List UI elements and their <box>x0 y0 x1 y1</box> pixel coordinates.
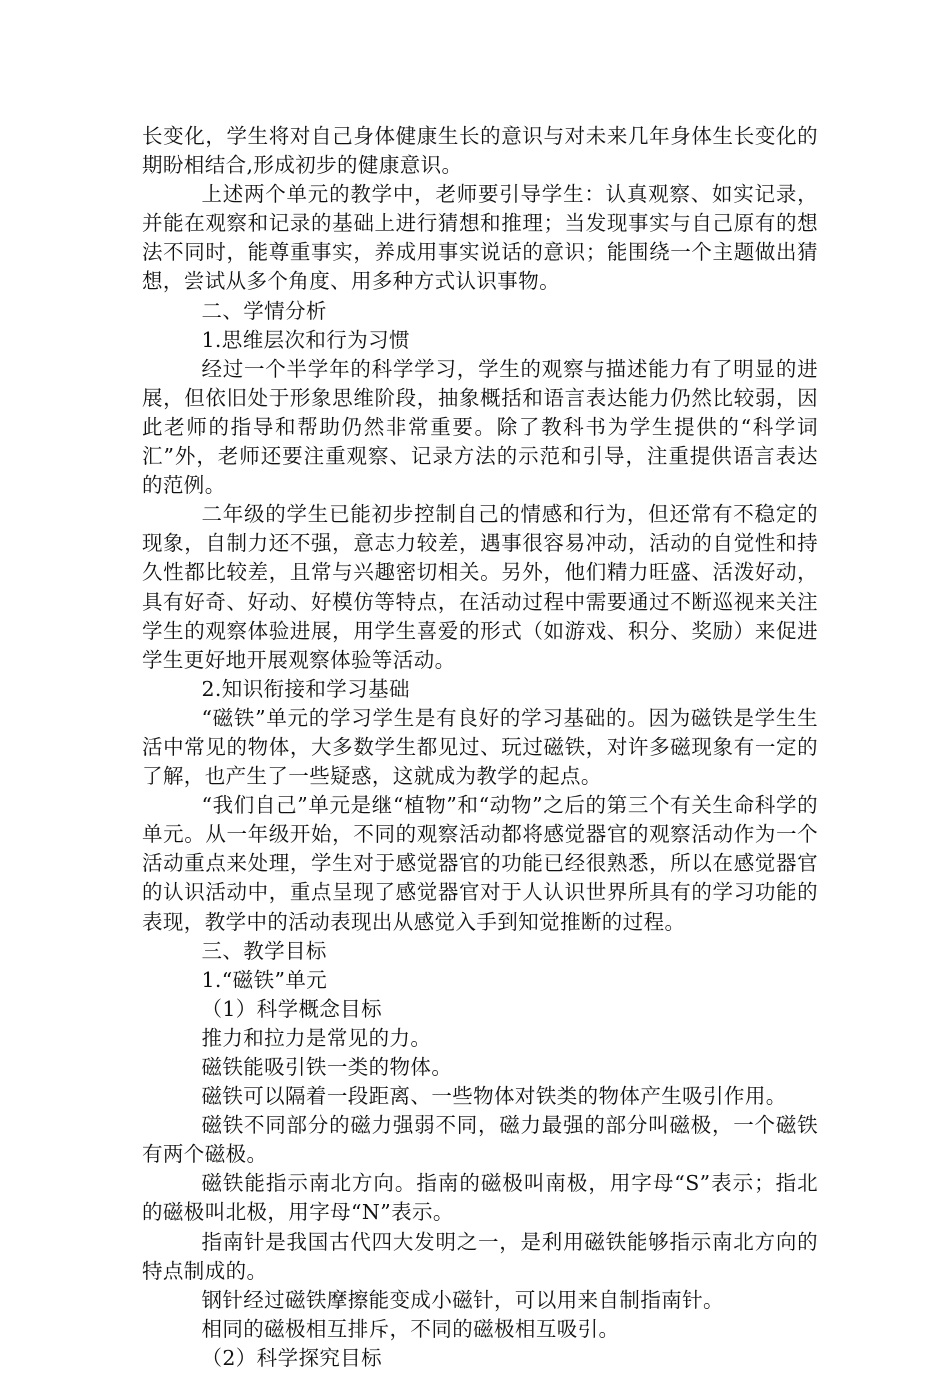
goal-item: 磁铁不同部分的磁力强弱不同，磁力最强的部分叫磁极，一个磁铁有两个磁极。 <box>142 1113 818 1167</box>
subheading-science-inquiry: （2）科学探究目标 <box>201 1345 383 1370</box>
paragraph-magnet-foundation: “磁铁”单元的学习学生是有良好的学习基础的。因为磁铁是学生生活中常见的物体，大多数学生都见过、玩过磁铁，对许多磁现象有一定的了解，也产生了一些疑惑，这就成为教学的起点。 <box>142 705 818 789</box>
paragraph-continuation: 长变化，学生将对自己身体健康生长的意识与对未来几年身体生长变化的期盼相结合,形成初步的健康意识。 <box>142 124 818 178</box>
goal-item: 钢针经过磁铁摩擦能变成小磁针，可以用来自制指南针。 <box>201 1287 724 1312</box>
section-heading-learner-analysis: 二、学情分析 <box>201 298 327 323</box>
goal-item: 磁铁能指示南北方向。指南的磁极叫南极，用字母“S”表示；指北的磁极叫北极，用字母“N”表示。 <box>142 1171 818 1225</box>
goal-item: 磁铁能吸引铁一类的物体。 <box>201 1055 453 1079</box>
document-body <box>142 122 818 1373</box>
subheading-magnet-unit: 1.“磁铁”单元 <box>201 967 328 992</box>
section-heading-teaching-goals: 三、教学目标 <box>201 938 327 963</box>
paragraph-emotion-behavior: 二年级的学生已能初步控制自己的情感和行为，但还常有不稳定的现象，自制力还不强，意志力较差，遇事很容易冲动，活动的自觉性和持久性都比较差，且常与兴趣密切相关。另外，他们精力旺盛、活泼好动，具有好奇、好动、好模仿等特点，在活动过程中需要通过不断巡视来关注学生的观察体验进展，用学生喜爱的形式（如游戏、积分、奖励）来促进学生更好地开展观察体验等活动。 <box>142 502 818 672</box>
subheading-science-concepts: （1）科学概念目标 <box>201 996 383 1021</box>
paragraph-observation-ability: 经过一个半学年的科学学习，学生的观察与描述能力有了明显的进展，但依旧处于形象思维阶段，抽象概括和语言表达能力仍然比较弱，因此老师的指导和帮助仍然非常重要。除了教科书为学生提供的“科学词汇”外，老师还要注重观察、记录方法的示范和引导，注重提供语言表达的范例。 <box>142 356 818 498</box>
goal-item: 指南针是我国古代四大发明之一，是利用磁铁能够指示南北方向的特点制成的。 <box>142 1229 818 1283</box>
goal-item: 相同的磁极相互排斥，不同的磁极相互吸引。 <box>201 1316 620 1341</box>
goal-item: 磁铁可以隔着一段距离、一些物体对铁类的物体产生吸引作用。 <box>201 1084 787 1109</box>
subheading-thinking-habits: 1.思维层次和行为习惯 <box>201 327 410 352</box>
goal-item: 推力和拉力是常见的力。 <box>201 1025 432 1050</box>
paragraph-ourselves-unit: “我们自己”单元是继“植物”和“动物”之后的第三个有关生命科学的单元。从一年级开始，不同的观察活动都将感觉器官的观察活动作为一个活动重点来处理，学生对于感觉器官的功能已经很熟悉，所以在感觉器官的认识活动中，重点呈现了感觉器官对于人认识世界所具有的学习功能的表现，教学中的活动表现出从感觉入手到知觉推断的过程。 <box>142 793 818 934</box>
paragraph-teaching-guidance: 上述两个单元的教学中，老师要引导学生：认真观察、如实记录，并能在观察和记录的基础上进行猜想和推理；当发现事实与自己原有的想法不同时，能尊重事实，养成用事实说话的意识；能围绕一个主题做出猜想，尝试从多个角度、用多种方式认识事物。 <box>142 182 818 294</box>
subheading-knowledge-foundation: 2.知识衔接和学习基础 <box>201 676 410 701</box>
